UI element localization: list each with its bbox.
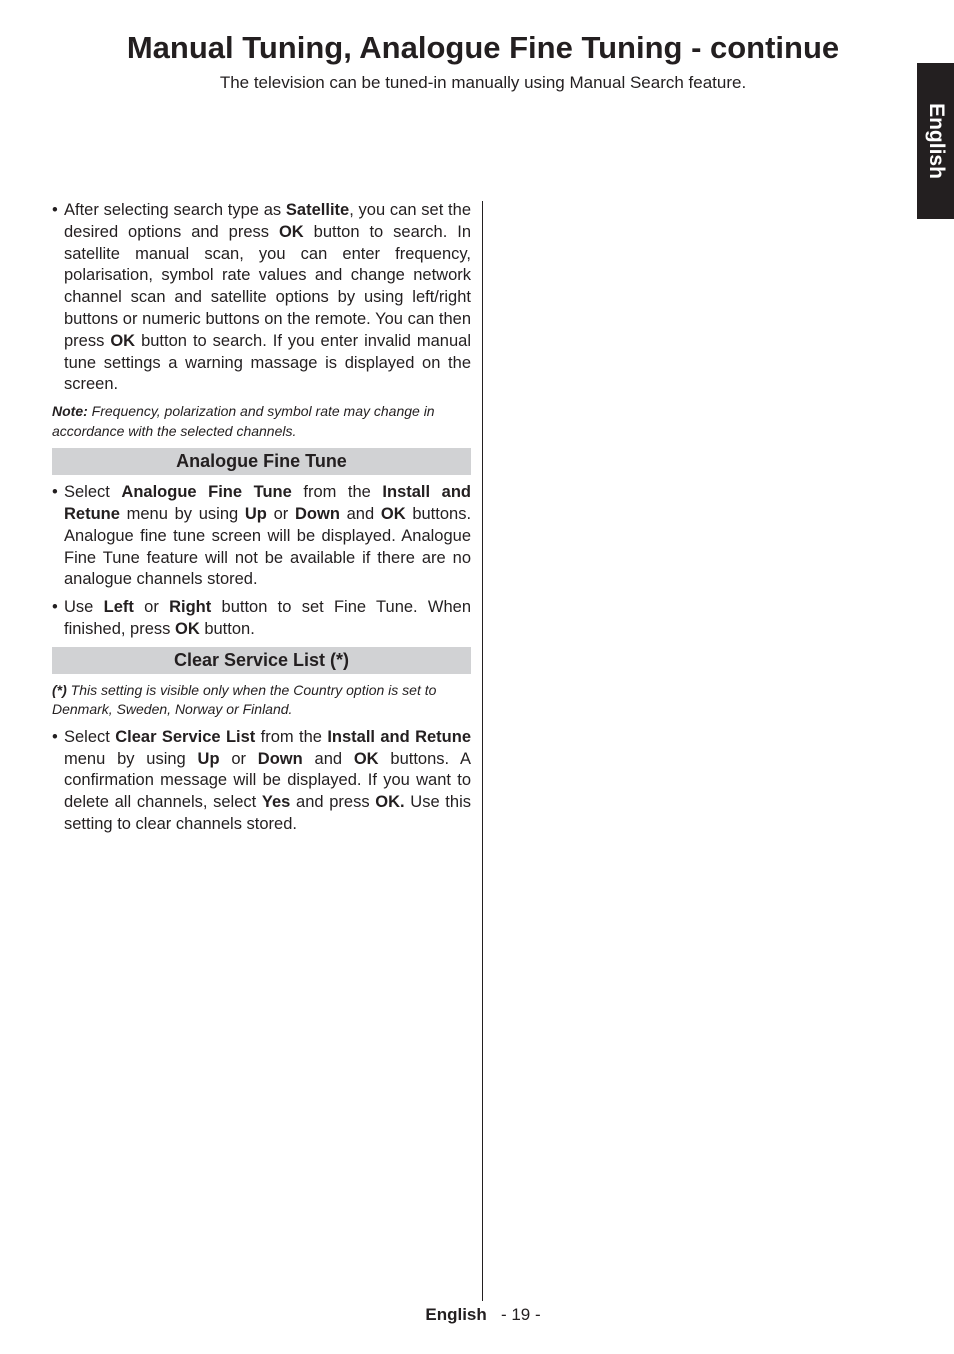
text-run: or <box>266 504 295 523</box>
page-title: Manual Tuning, Analogue Fine Tuning - continue <box>126 30 840 65</box>
left-column <box>52 200 471 842</box>
page-subtitle: The television can be tuned-in manually using Manual Search feature. <box>219 73 747 92</box>
text-run: Frequency, polarization and symbol rate may change in accordance with the selected channels. <box>52 403 435 439</box>
bold-term: OK. <box>375 793 405 812</box>
bold-term: OK <box>278 222 304 241</box>
bold-term: OK <box>174 619 200 638</box>
text-run: and <box>339 504 381 523</box>
column-divider <box>482 201 483 1301</box>
satellite-bullet <box>52 200 471 396</box>
bold-term: OK <box>380 504 406 523</box>
bold-term: Left <box>103 598 134 617</box>
fine-tune-bullet-select <box>52 482 471 591</box>
page-number: - 19 - <box>500 1305 541 1324</box>
bold-term: Note: <box>52 403 88 420</box>
bold-term: Down <box>294 504 340 523</box>
text-run: , you can set the desired options and press <box>64 201 471 241</box>
text-run: buttons. Analogue fine tune screen will be displayed. Analogue Fine Tune feature will not be available if there are no analogue channels stored. <box>64 504 472 589</box>
frequency-note <box>52 402 471 441</box>
text-run: or <box>219 749 258 768</box>
text-run: and <box>302 749 354 768</box>
fine-tune-bullet-use <box>52 597 471 641</box>
text-run: buttons. A confirmation message will be displayed. If you want to delete all channels, select <box>64 749 471 812</box>
text-run: button to set Fine Tune. When finished, press <box>64 598 471 638</box>
clear-service-bullet <box>52 727 471 836</box>
text-run: After selecting search type as <box>64 201 286 219</box>
text-run: Select <box>64 483 122 502</box>
text-run: This setting is visible only when the Country option is set to Denmark, Sweden, Norway or Finland. <box>52 681 437 718</box>
bold-term: OK <box>110 331 136 350</box>
bold-term: Up <box>197 749 220 768</box>
language-tab <box>917 63 954 219</box>
bold-term: Install and Retune <box>327 727 471 746</box>
analogue-fine-tune-heading: Analogue Fine Tune <box>52 448 471 475</box>
text-run: Use this setting to clear channels stored. <box>64 793 471 833</box>
bold-term: Right <box>169 598 212 617</box>
clear-service-list-heading: Clear Service List (*) <box>52 647 471 674</box>
bold-term: Clear Service List <box>115 727 256 746</box>
language-tab-label: English <box>924 103 948 179</box>
footer-language: English <box>425 1305 487 1324</box>
text-run: button to search. If you enter invalid manual tune settings a warning massage is displayed on the screen. <box>64 331 471 394</box>
bold-term: Down <box>257 749 303 768</box>
text-run: from the <box>255 727 328 746</box>
text-run: menu by using <box>119 504 245 523</box>
text-run: or <box>133 598 170 617</box>
country-note <box>52 681 471 720</box>
bold-term: Analogue Fine Tune <box>121 483 292 502</box>
text-run: menu by using <box>64 749 198 768</box>
text-run: button to search. In satellite manual scan, you can enter frequency, polarisation, symbol rate values and change network channel scan and satellite options by using left/right buttons or numeric buttons on the remote. You can then press <box>64 222 471 350</box>
page-footer <box>0 1305 954 1325</box>
text-run: and press <box>290 793 376 812</box>
bold-term: (*) <box>52 681 67 698</box>
bold-term: Yes <box>261 793 291 812</box>
bold-term: OK <box>353 749 379 768</box>
bold-term: Satellite <box>285 201 350 219</box>
text-run: Use <box>64 598 104 617</box>
text-run: button. <box>199 619 255 638</box>
text-run: from the <box>291 483 383 502</box>
bold-term: Up <box>244 504 267 523</box>
text-run: Select <box>64 727 116 746</box>
bold-term: Install and Retune <box>64 483 471 523</box>
